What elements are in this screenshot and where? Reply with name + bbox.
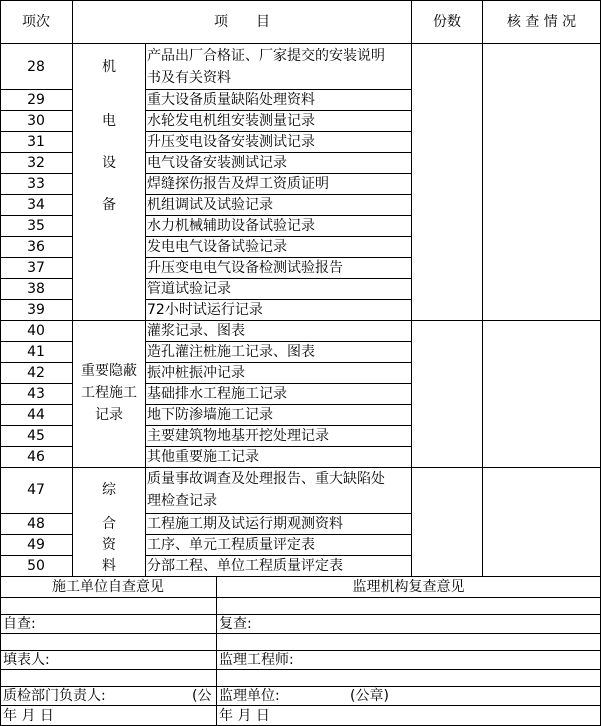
row-number: 45 [27, 428, 45, 444]
group-label-general: 综 [102, 482, 116, 498]
row-line [0, 131, 73, 132]
qc-seal-label: (公 [192, 688, 212, 704]
row-number: 29 [27, 92, 45, 108]
row-number: 35 [27, 218, 45, 234]
row-line [145, 278, 412, 279]
row-number: 37 [27, 260, 45, 276]
row-number: 44 [27, 407, 45, 423]
recheck-label: 复查: [219, 616, 252, 632]
row-item-text: 管道试验记录 [147, 281, 231, 297]
contractor-self-check-title: 施工单位自查意见 [52, 579, 164, 595]
row-line [0, 257, 73, 258]
row-line [145, 299, 412, 300]
row-item-text: 焊缝探伤报告及焊工资质证明 [147, 176, 329, 192]
row-line [145, 404, 412, 405]
group-label-equipment: 设 [102, 155, 116, 171]
row-number: 32 [27, 155, 45, 171]
row-line [145, 152, 412, 153]
filler-label: 填表人: [3, 652, 50, 668]
group-label-equipment: 机 [102, 59, 116, 75]
date-left: 年 月 日 [3, 708, 54, 724]
row-line [145, 534, 412, 535]
row-item-text: 地下防渗墙施工记录 [147, 407, 273, 423]
row-line [0, 650, 601, 651]
group-label-general: 料 [102, 558, 116, 574]
row-item-text: 水轮发电机组安装测量记录 [147, 113, 315, 129]
row-item-text: 振冲桩振冲记录 [147, 365, 245, 381]
row-number: 33 [27, 176, 45, 192]
row-item-text: 理检查记录 [147, 493, 217, 509]
row-line [145, 555, 412, 556]
row-item-text: 机组调试及试验记录 [147, 197, 273, 213]
row-line [0, 341, 73, 342]
group-label-equipment: 电 [102, 113, 116, 129]
row-line [0, 576, 601, 577]
row-line [145, 513, 412, 514]
group-label-general: 资 [102, 537, 116, 553]
row-line [145, 215, 412, 216]
row-line [145, 362, 412, 363]
row-number: 41 [27, 344, 45, 360]
row-number: 30 [27, 113, 45, 129]
supervisor-recheck-title: 监理机构复查意见 [352, 579, 465, 595]
row-line [0, 215, 73, 216]
row-line [0, 425, 73, 426]
row-item-text: 主要建筑物地基开挖处理记录 [147, 428, 329, 444]
row-line [0, 534, 73, 535]
row-number: 34 [27, 197, 45, 213]
row-number: 47 [27, 482, 45, 498]
column-line [482, 0, 483, 576]
row-line [0, 597, 601, 598]
header-item-no: 项次 [22, 14, 50, 30]
row-item-text: 基础排水工程施工记录 [147, 386, 287, 402]
row-line [145, 173, 412, 174]
row-number: 40 [27, 323, 45, 339]
row-number: 42 [27, 365, 45, 381]
row-line [145, 236, 412, 237]
row-line [0, 299, 73, 300]
row-line [0, 614, 601, 615]
column-line [411, 0, 412, 576]
row-line [0, 686, 601, 687]
header-check-status: 核 查 情 况 [506, 14, 577, 30]
row-item-text: 升压变电设备安装测试记录 [147, 134, 315, 150]
row-line [145, 89, 412, 90]
row-line [0, 173, 73, 174]
row-line [0, 467, 601, 468]
row-item-text: 72小时试运行记录 [147, 302, 263, 318]
row-line [0, 43, 601, 44]
row-item-text: 升压变电电气设备检测试验报告 [147, 260, 343, 276]
column-line [216, 576, 217, 726]
row-line [0, 320, 601, 321]
row-line [145, 425, 412, 426]
row-line [0, 633, 601, 634]
table-border [0, 0, 1, 726]
header-item: 项 目 [214, 14, 270, 30]
row-line [0, 278, 73, 279]
group-label-hidden-works: 工程施工 [81, 385, 137, 401]
row-line [0, 404, 73, 405]
row-line [0, 705, 601, 706]
qc-head-label: 质检部门负责人: [3, 688, 106, 704]
row-item-text: 工序、单元工程质量评定表 [147, 537, 315, 553]
row-number: 31 [27, 134, 45, 150]
row-line [145, 341, 412, 342]
row-line [0, 513, 73, 514]
column-line [145, 44, 146, 576]
date-right: 年 月 日 [219, 708, 270, 724]
row-item-text: 造孔灌注桩施工记录、图表 [147, 344, 315, 360]
supervising-engineer-label: 监理工程师: [219, 652, 294, 668]
row-number: 50 [27, 558, 45, 574]
row-item-text: 分部工程、单位工程质量评定表 [147, 558, 343, 574]
row-line [0, 110, 73, 111]
row-number: 36 [27, 239, 45, 255]
row-item-text: 工程施工期及试运行期观测资料 [147, 516, 343, 532]
row-line [145, 194, 412, 195]
row-line [145, 257, 412, 258]
row-line [0, 669, 601, 670]
group-label-equipment: 备 [102, 197, 116, 213]
row-line [0, 89, 73, 90]
row-item-text: 其他重要施工记录 [147, 449, 259, 465]
row-item-text: 重大设备质量缺陷处理资料 [147, 92, 315, 108]
row-item-text: 质量事故调查及处理报告、重大缺陷处 [147, 471, 385, 487]
row-item-text: 水力机械辅助设备试验记录 [147, 218, 315, 234]
row-line [145, 110, 412, 111]
table-border [0, 0, 601, 1]
row-number: 39 [27, 302, 45, 318]
row-number: 38 [27, 281, 45, 297]
row-line [145, 446, 412, 447]
row-number: 46 [27, 449, 45, 465]
row-item-text: 产品出厂合格证、厂家提交的安装说明 [147, 48, 385, 64]
row-line [0, 446, 73, 447]
row-number: 28 [27, 59, 45, 75]
row-line [0, 555, 73, 556]
supervision-unit-label: 监理单位: [219, 688, 280, 704]
row-line [0, 194, 73, 195]
row-line [145, 383, 412, 384]
header-copies: 份数 [433, 14, 461, 30]
row-item-text: 书及有关资料 [147, 70, 231, 86]
row-line [0, 236, 73, 237]
row-number: 49 [27, 537, 45, 553]
row-number: 43 [27, 386, 45, 402]
seal-label: (公章) [350, 688, 389, 704]
row-item-text: 灌浆记录、图表 [147, 323, 245, 339]
row-line [0, 383, 73, 384]
row-line [145, 131, 412, 132]
row-item-text: 电气设备安装测试记录 [147, 155, 287, 171]
group-label-hidden-works: 记录 [95, 407, 123, 423]
self-check-label: 自查: [3, 616, 36, 632]
row-item-text: 发电电气设备试验记录 [147, 239, 287, 255]
group-label-hidden-works: 重要隐蔽 [81, 363, 137, 379]
group-label-general: 合 [102, 516, 116, 532]
row-number: 48 [27, 516, 45, 532]
row-line [0, 362, 73, 363]
row-line [0, 152, 73, 153]
